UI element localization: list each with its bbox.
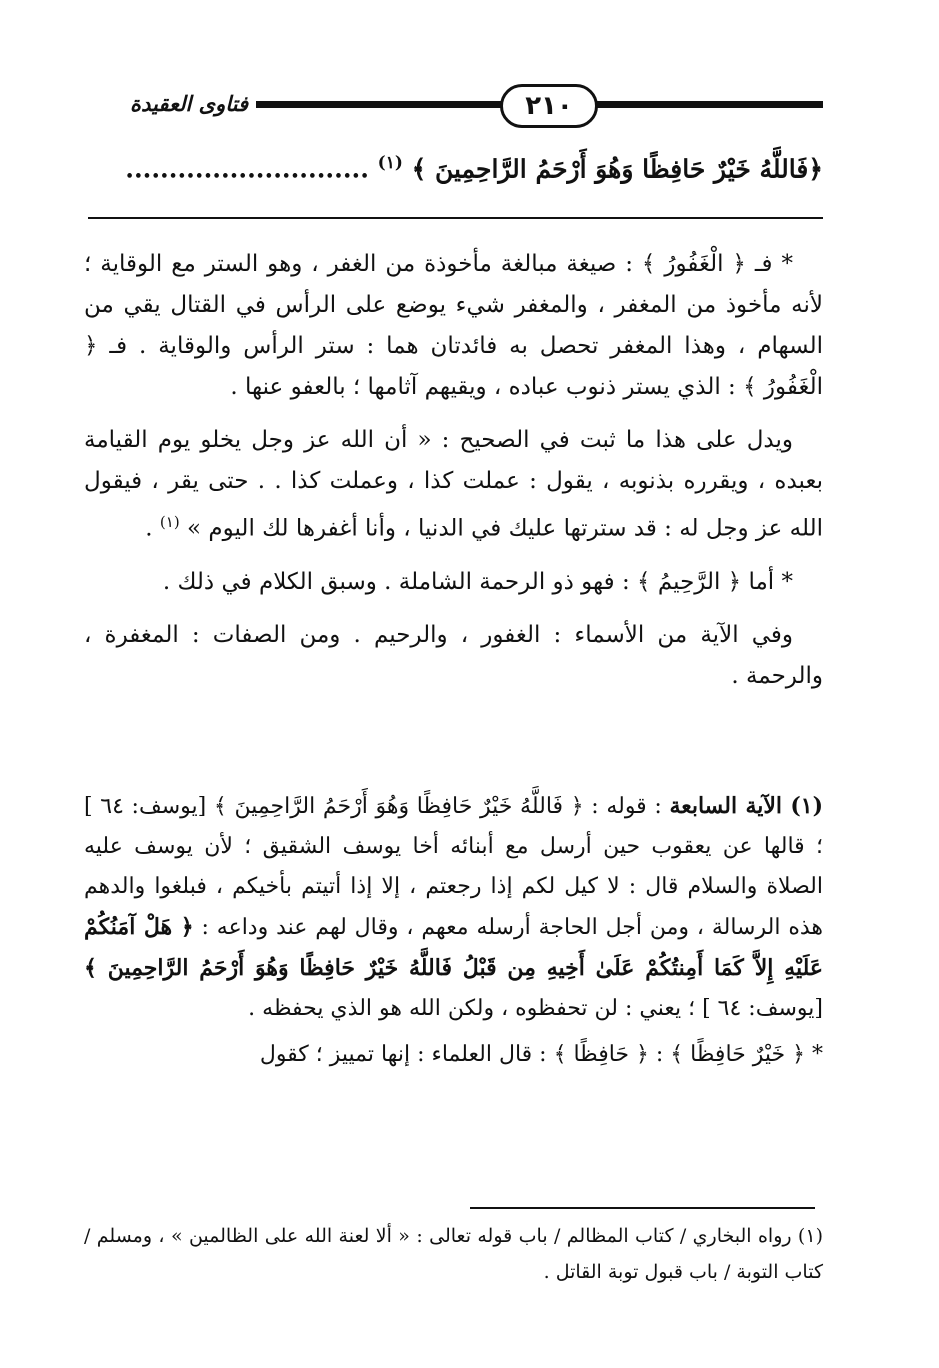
commentary-section <box>84 786 823 1081</box>
book-title: فتاوى العقيدة <box>88 86 256 122</box>
running-verse-line <box>88 138 823 188</box>
hafiz-note: * ﴿ خَيْرٌ حَافِظًا ﴾ : ﴿ حَافِظًا ﴾ : قال العلماء : إنها تمييز ؛ كقول <box>259 1042 823 1067</box>
seventh-verse-tail: [يوسف: ٦٤ ] ؛ يعني : لن تحفظوه ، ولكن الله هو الذي يحفظه . <box>248 996 823 1021</box>
main-text <box>84 244 823 709</box>
paragraph-hadith-text: ويدل على هذا ما ثبت في الصحيح : « أن الله عز وجل يخلو يوم القيامة بعبده ، ويقرره بذنوبه ، يقول : عملت كذا ، وعملت كذا . . حتى يقر ، فيقول الله عز وجل له : قد سترتها عليك في الدنيا ، وأنا أغفرها لك اليوم » <box>84 427 823 542</box>
hadith-footnote-marker: (١) <box>159 513 180 531</box>
paragraph-hadith <box>84 420 823 550</box>
running-verse-footnote-marker: (١) <box>377 153 403 173</box>
running-verse-text: ﴿فَاللَّهُ خَيْرٌ حَافِظًا وَهُوَ أَرْحَمُ الرَّاحِمِينَ ﴾ <box>411 154 823 184</box>
paragraph-ghafur: * فـ ﴿ الْغَفُورُ ﴾ : صيغة مبالغة مأخوذة من الغفر ، وهو الستر مع الوقاية ؛ لأنه مأخوذ من المغفر ، والمغفر شيء يوضع على الرأس في القتال يقي من السهام ، وهذا المغفر تحصل به فائدتان هما : ستر الرأس والوقاية . فـ ﴿ الْغَفُورُ ﴾ : الذي يستر ذنوب عباده ، ويقيهم آثامها ؛ بالعفو عنها . <box>84 251 823 400</box>
footnote <box>84 1218 823 1290</box>
footnote-text: (١) رواه البخاري / كتاب المظالم / باب قوله تعالى : « ألا لعنة الله على الظالمين » ، ومسلم / كتاب التوبة / باب قبول توبة القاتل . <box>84 1225 823 1283</box>
paragraph-names: وفي الآية من الأسماء : الغفور ، والرحيم . ومن الصفات : المغفرة ، والرحمة . <box>84 621 823 689</box>
seventh-verse-text: : قوله : ﴿ فَاللَّهُ خَيْرٌ حَافِظًا وَهُوَ أَرْحَمُ الرَّاحِمِينَ ﴾ [يوسف: ٦٤ ] ؛ قالها عن يعقوب حين أرسل مع أبنائه أخا يوسف الشقيق ؛ لأن يوسف عليه الصلاة والسلام قال : لا كيل لكم إذا رجعتم ، إلا إذا أتيتم بأخيكم ، فبلغوا والدهم هذه الرسالة ، ومن أجل الحاجة أرسله معهم ، وقال لهم عند وداعه : <box>84 794 823 940</box>
running-verse-dots: ............................ <box>125 154 369 184</box>
top-divider <box>88 217 823 219</box>
paragraph-hadith-end: . <box>145 515 160 542</box>
paragraph-rahim: * أما ﴿ الرَّحِيمُ ﴾ : فهو ذو الرحمة الشاملة . وسبق الكلام في ذلك . <box>162 568 793 595</box>
page-header <box>88 80 823 128</box>
page-number: ٢١٠ <box>500 84 598 128</box>
seventh-verse-heading: (١) الآية السابعة <box>669 793 824 819</box>
seventh-verse-note <box>84 786 823 1029</box>
seventh-verse-quote: ﴿ هَلْ آمَنُكُمْ عَلَيْهِ إِلاَّ كَمَا أَمِنتُكُمْ عَلَىٰ أَخِيهِ مِن قَبْلُ فَاللَّهُ خَيْرٌ حَافِظًا وَهُوَ أَرْحَمُ الرَّاحِمِينَ ﴾ <box>84 914 823 981</box>
footnote-divider <box>470 1207 815 1209</box>
